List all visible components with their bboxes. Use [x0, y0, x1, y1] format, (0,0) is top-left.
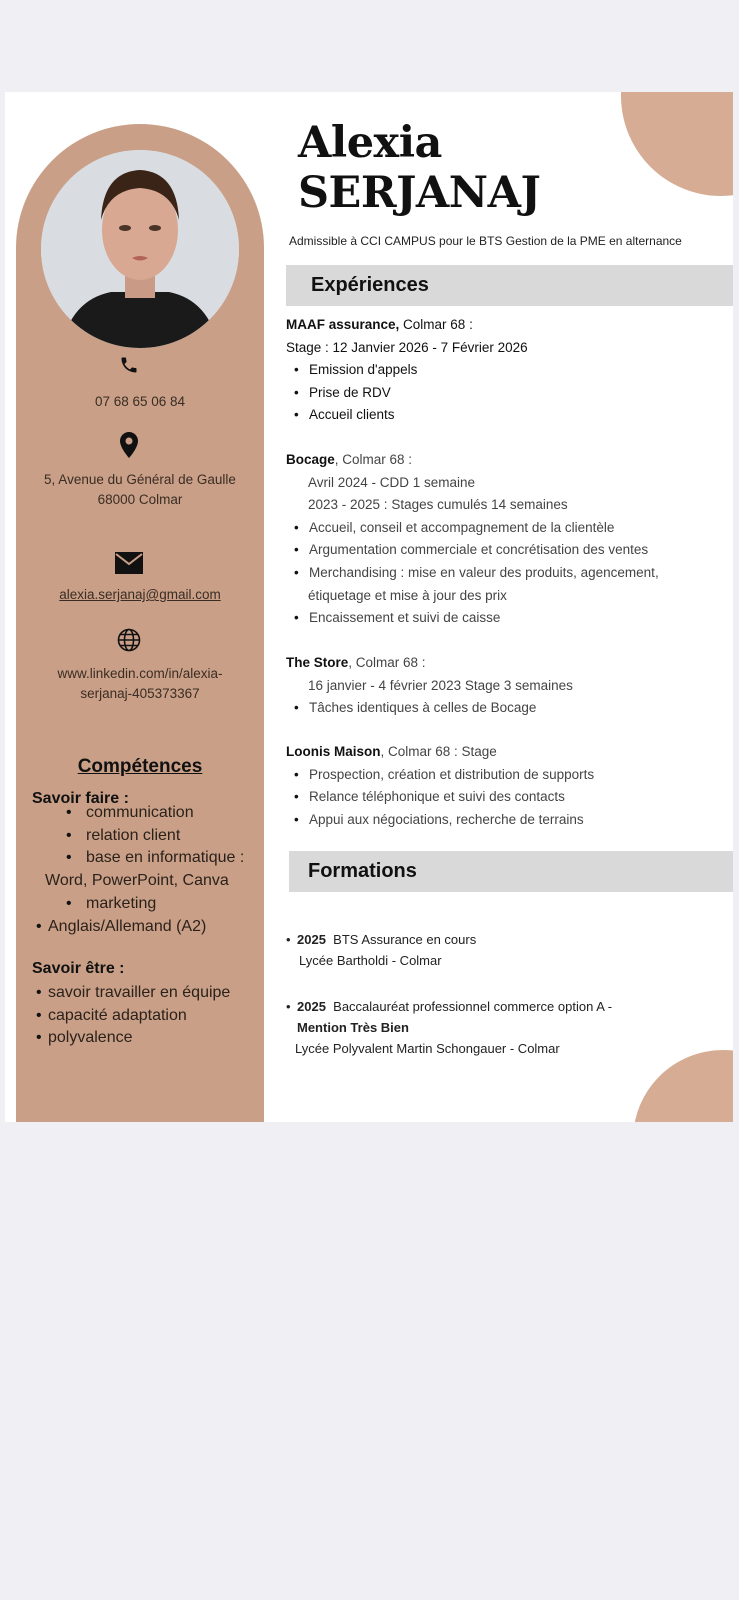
company-name: Loonis Maison [286, 744, 381, 759]
formation-year: 2025 [297, 932, 326, 947]
cv-page [5, 92, 733, 1122]
list-item: • Emission d'appels [286, 359, 726, 382]
list-item: • marketing [54, 893, 156, 916]
list-item: • relation client [54, 825, 244, 848]
experience-period: Avril 2024 - CDD 1 semaine [308, 474, 476, 490]
list-item: • capacité adaptation [32, 1005, 230, 1028]
list-item: • Tâches identiques à celles de Bocage [286, 697, 726, 720]
savoir-etre-list [32, 982, 230, 1050]
list-item: • polyvalence [32, 1027, 230, 1050]
savoir-faire-title: Savoir faire : [32, 790, 129, 807]
decorative-circle-bottom [633, 1050, 733, 1122]
formation-year: 2025 [297, 999, 326, 1014]
list-item: • Merchandising : mise en valeur des produits, agencement, [286, 562, 726, 585]
tagline: Admissible à CCI CAMPUS pour le BTS Gestion de la PME en alternance [289, 234, 682, 248]
list-item-continuation: étiquetage et mise à jour des prix [308, 587, 507, 603]
formation-school: Lycée Bartholdi - Colmar [299, 953, 442, 968]
profile-photo [41, 150, 239, 348]
list-item: • Accueil, conseil et accompagnement de la clientèle [286, 517, 726, 540]
list-item: • base en informatique : [54, 847, 244, 870]
company-location: , Colmar 68 : [334, 452, 413, 467]
savoir-faire-list-2 [32, 893, 156, 916]
first-name: Alexia [298, 118, 442, 168]
list-item: • Argumentation commerciale et concrétisation des ventes [286, 539, 726, 562]
experience-maaf [286, 314, 726, 427]
formation-school: Lycée Polyvalent Martin Schongauer - Colmar [295, 1041, 560, 1056]
skills-title: Compétences [77, 756, 203, 777]
email-link[interactable]: alexia.serjanaj@gmail.com [59, 587, 221, 602]
phone-icon [5, 354, 253, 376]
experience-the-store [286, 652, 726, 720]
linkedin-link[interactable] [16, 664, 264, 704]
location-pin-icon [5, 432, 253, 458]
envelope-icon [5, 552, 253, 574]
address-line-1: 5, Avenue du Général de Gaulle [44, 472, 236, 487]
savoir-faire-list [32, 802, 244, 870]
experience-bocage [286, 449, 726, 630]
experience-period: 16 janvier - 4 février 2023 Stage 3 semaines [308, 677, 573, 693]
formation-bts: • 2025 BTS Assurance en cours Lycée Bartholdi - Colmar [286, 929, 726, 971]
company-name: Bocage [286, 452, 335, 467]
company-location: , Colmar 68 : Stage [380, 744, 497, 759]
list-item: • Encaissement et suivi de caisse [286, 607, 726, 630]
company-name: MAAF assurance, [286, 317, 400, 332]
formation-mention: Mention Très Bien [297, 1020, 409, 1035]
experience-period: 2023 - 2025 : Stages cumulés 14 semaines [308, 497, 568, 513]
savoir-faire-continuation: Word, PowerPoint, Canva [45, 872, 229, 889]
section-experiences: Expériences [286, 265, 733, 306]
linkedin-line-1: www.linkedin.com/in/alexia- [57, 666, 223, 681]
savoir-etre-title: Savoir être : [32, 960, 125, 977]
phone-number[interactable]: 07 68 65 06 84 [94, 394, 186, 409]
address [16, 470, 264, 510]
list-item: • Accueil clients [286, 404, 726, 427]
list-item: • Anglais/Allemand (A2) [32, 916, 206, 939]
list-item: • communication [54, 802, 244, 825]
experience-loonis [286, 741, 726, 831]
list-item: • savoir travailler en équipe [32, 982, 230, 1005]
savoir-faire-list-3 [32, 916, 206, 939]
decorative-circle-top [621, 92, 733, 196]
list-item: • Prise de RDV [286, 382, 726, 405]
list-item: • Prospection, création et distribution de supports [286, 764, 726, 787]
list-item: • Relance téléphonique et suivi des contacts [286, 786, 726, 809]
company-location: , Colmar 68 : [348, 655, 426, 670]
formation-bac: • 2025 Baccalauréat professionnel commerce option A - Mention Très Bien Lycée Polyvalent Martin Schongauer - Colmar [286, 996, 726, 1059]
formation-title: BTS Assurance en cours [333, 932, 477, 947]
experience-period: Stage : 12 Janvier 2026 - 7 Février 2026 [286, 339, 528, 355]
list-item: • Appui aux négociations, recherche de terrains [286, 809, 726, 832]
linkedin-line-2: serjanaj-405373367 [80, 686, 200, 701]
globe-icon [5, 628, 253, 652]
company-name: The Store [286, 655, 349, 670]
formation-title: Baccalauréat professionnel commerce option A - [333, 999, 613, 1014]
address-line-2: 68000 Colmar [97, 492, 183, 507]
last-name: SERJANAJ [298, 168, 541, 218]
company-location: Colmar 68 : [399, 317, 473, 332]
section-formations: Formations [289, 851, 733, 892]
